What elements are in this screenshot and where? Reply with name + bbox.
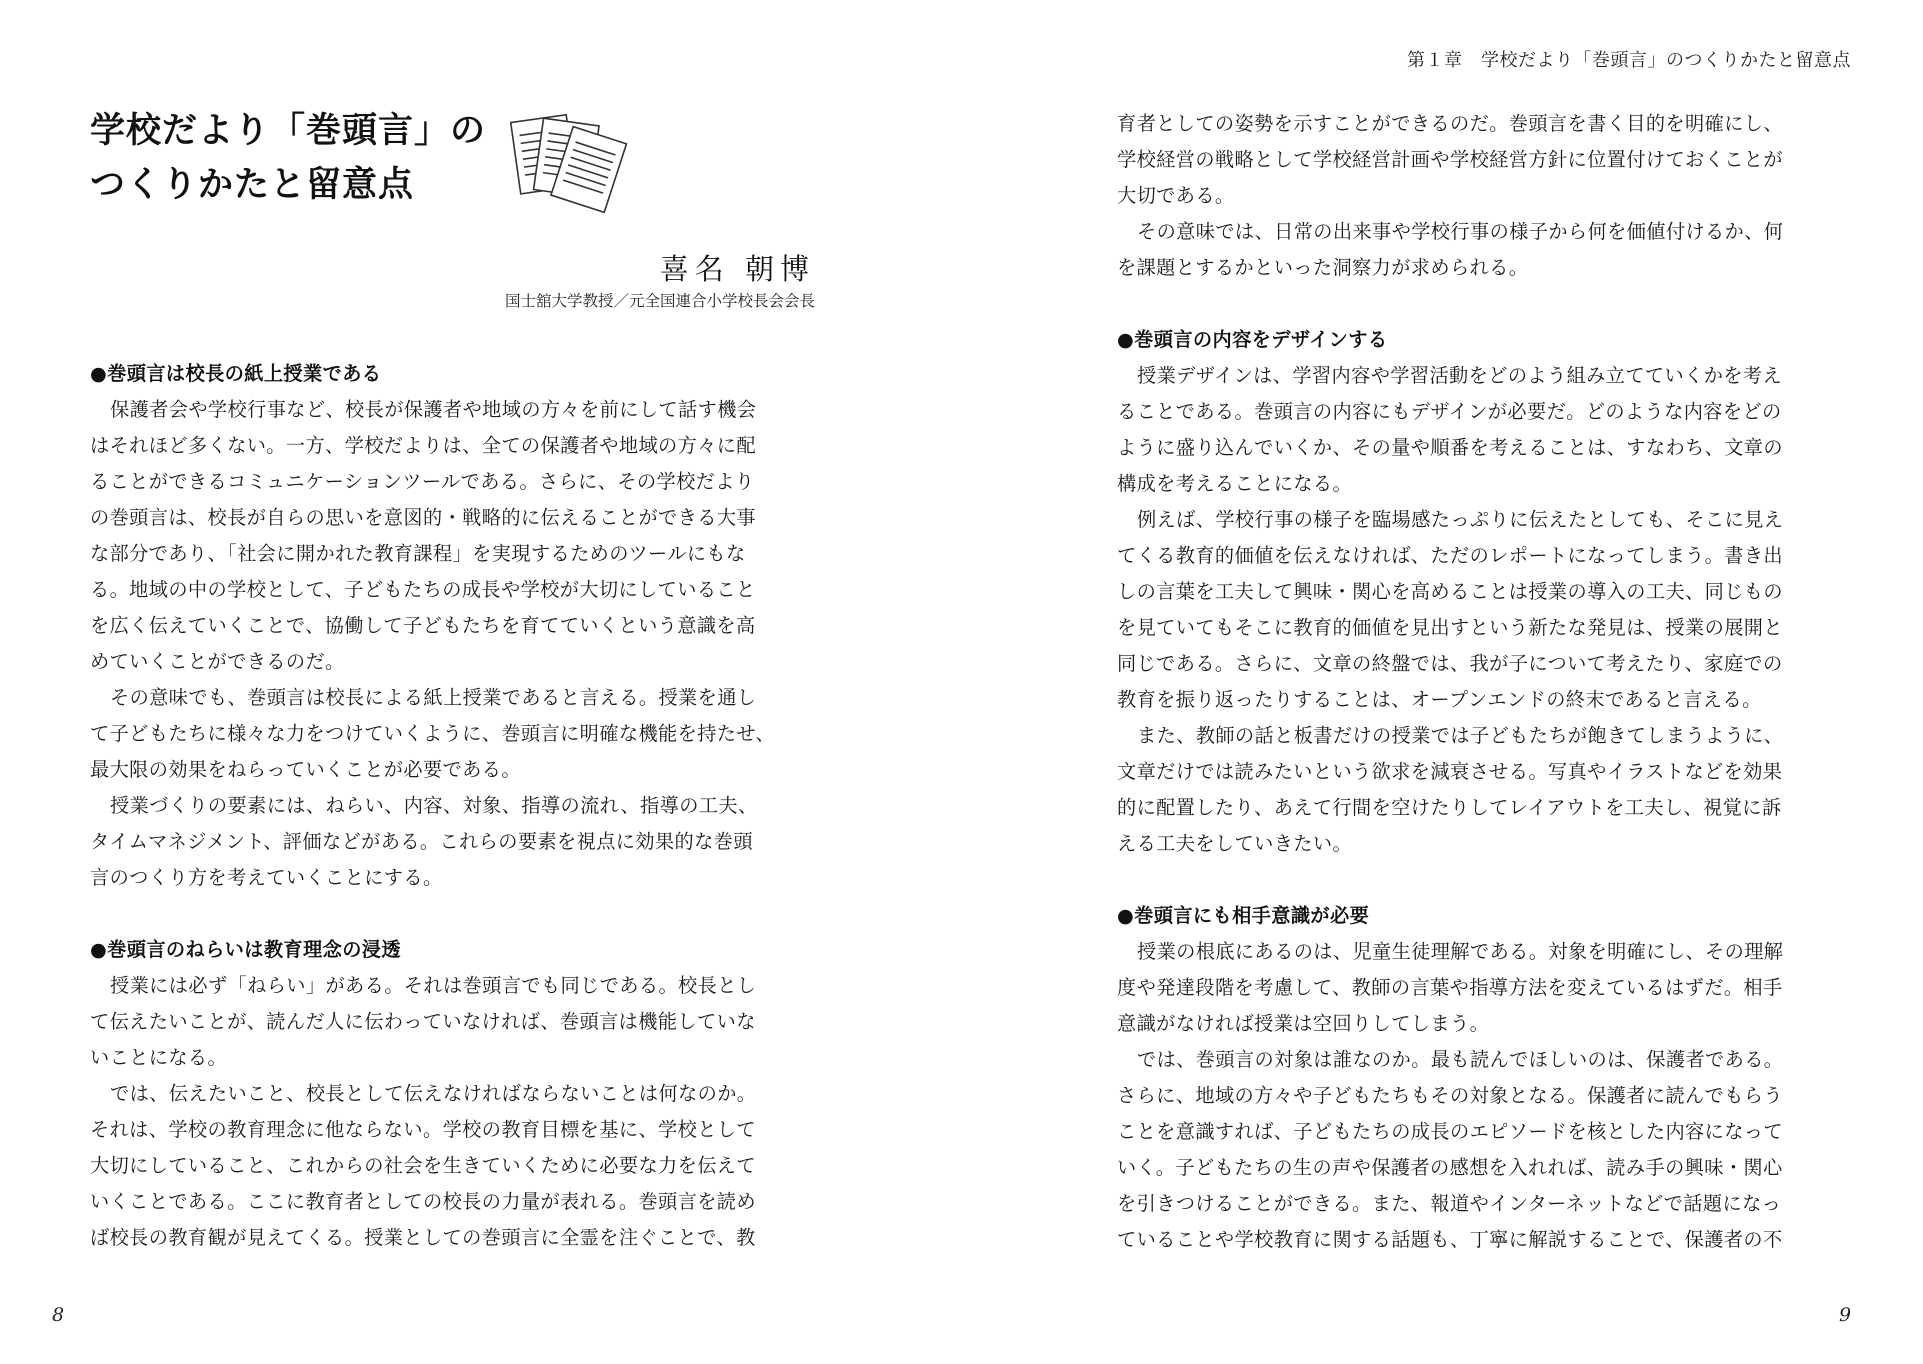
section-gap bbox=[1117, 862, 1812, 898]
text-line: はそれほど多くない。一方、学校だよりは、全ての保護者や地域の方々に配 bbox=[90, 434, 756, 457]
author-name: 喜名 朝博 bbox=[659, 252, 815, 286]
text-line: 言のつくり方を考えていくことにする。 bbox=[90, 866, 443, 889]
text-line: 度や発達段階を考慮して、教師の言葉や指導方法を変えているはずだ。相手 bbox=[1117, 976, 1783, 999]
text-line: て子どもたちに様々な力をつけていくように、巻頭言に明確な機能を持たせ、 bbox=[90, 722, 775, 745]
title-line-2: つくりかたと留意点 bbox=[90, 165, 415, 205]
text-line: 文章だけでは読みたいという欲求を減衰させる。写真やイラストなどを効果 bbox=[1117, 760, 1783, 783]
text-line: て伝えたいことが、読んだ人に伝わっていなければ、巻頭言は機能していな bbox=[90, 1010, 756, 1033]
text-line: てくる教育的価値を伝えなければ、ただのレポートになってしまう。書き出 bbox=[1117, 544, 1783, 567]
text-line: 大切にしていること、これからの社会を生きていくために必要な力を伝えて bbox=[90, 1154, 756, 1177]
text-line: ていることや学校教育に関する話題も、丁寧に解説することで、保護者の不 bbox=[1117, 1228, 1783, 1251]
right-body-text bbox=[1117, 106, 1812, 1294]
text-line: 的に配置したり、あえて行間を空けたりしてレイアウトを工夫し、視覚に訴 bbox=[1117, 796, 1782, 819]
text-line: を見ていてもそこに教育的価値を見出すという新たな発見は、授業の展開と bbox=[1117, 616, 1783, 639]
text-line: では、伝えたいこと、校長として伝えなければならないことは何なのか。 bbox=[110, 1082, 757, 1105]
text-line: ば校長の教育観が見えてくる。授業としての巻頭言に全霊を注ぐことで、教 bbox=[90, 1226, 756, 1249]
text-line: 授業の根底にあるのは、児童生徒理解である。対象を明確にし、その理解 bbox=[1137, 940, 1784, 963]
text-line: しの言葉を工夫して興味・関心を高めることは授業の導入の工夫、同じもの bbox=[1117, 580, 1783, 603]
text-line: それは、学校の教育理念に他ならない。学校の教育目標を基に、学校として bbox=[90, 1118, 756, 1141]
text-line: また、教師の話と板書だけの授業では子どもたちが飽きてしまうように、 bbox=[1137, 724, 1784, 747]
text-line: る。地域の中の学校として、子どもたちの成長や学校が大切にしていること bbox=[90, 578, 756, 601]
right-page bbox=[962, 0, 1923, 1364]
text-line: 意識がなければ授業は空回りしてしまう。 bbox=[1117, 1012, 1490, 1035]
text-line: その意味では、日常の出来事や学校行事の様子から何を価値付けるか、何 bbox=[1137, 220, 1784, 243]
text-line: 授業づくりの要素には、ねらい、内容、対象、指導の流れ、指導の工夫、 bbox=[110, 794, 758, 817]
text-line: な部分であり、「社会に開かれた教育課程」を実現するためのツールにもな bbox=[90, 542, 746, 565]
page-number-right: 9 bbox=[1839, 1304, 1852, 1326]
text-line: いくことである。ここに教育者としての校長の力量が表れる。巻頭言を読め bbox=[90, 1190, 756, 1213]
text-line: ことを意識すれば、子どもたちの成長のエピソードを核とした内容になって bbox=[1117, 1120, 1783, 1143]
text-line: 育者としての姿勢を示すことができるのだ。巻頭言を書く目的を明確にし、 bbox=[1117, 112, 1783, 135]
text-line: 最大限の効果をねらっていくことが必要である。 bbox=[90, 758, 521, 781]
text-line: 大切である。 bbox=[1117, 184, 1235, 207]
text-line: ることである。巻頭言の内容にもデザインが必要だ。どのような内容をどの bbox=[1117, 400, 1782, 423]
section-heading: ●巻頭言は校長の紙上授業である bbox=[90, 362, 382, 385]
title-line-1: 学校だより「巻頭言」の bbox=[90, 111, 487, 151]
text-line: 学校経営の戦略として学校経営計画や学校経営方針に位置付けておくことが bbox=[1117, 148, 1783, 171]
text-line: 構成を考えることになる。 bbox=[1117, 472, 1353, 495]
text-line: 教育を振り返ったりすることは、オープンエンドの終末であると言える。 bbox=[1117, 688, 1762, 711]
text-line: では、巻頭言の対象は誰なのか。最も読んでほしいのは、保護者である。 bbox=[1137, 1048, 1784, 1071]
author-affiliation: 国士舘大学教授／元全国連合小学校長会会長 bbox=[504, 292, 815, 310]
running-header: 第１章 学校だより「巻頭言」のつくりかたと留意点 bbox=[1407, 50, 1851, 71]
text-line: 授業には必ず「ねらい」がある。それは巻頭言でも同じである。校長とし bbox=[110, 974, 757, 997]
chapter-title bbox=[90, 104, 486, 212]
section-heading: ●巻頭言の内容をデザインする bbox=[1117, 328, 1388, 351]
text-line: いく。子どもたちの生の声や保護者の感想を入れれば、読み手の興味・関心 bbox=[1117, 1156, 1783, 1179]
section-gap bbox=[1117, 286, 1812, 322]
text-line: える工夫をしていきたい。 bbox=[1117, 832, 1353, 855]
text-line: ように盛り込んでいくか、その量や順番を考えることは、すなわち、文章の bbox=[1117, 436, 1783, 459]
text-line: 保護者会や学校行事など、校長が保護者や地域の方々を前にして話す機会 bbox=[110, 398, 757, 421]
text-line: 授業デザインは、学習内容や学習活動をどのよう組み立てていくかを考え bbox=[1137, 364, 1783, 387]
section-heading: ●巻頭言にも相手意識が必要 bbox=[1117, 904, 1370, 927]
text-line: を広く伝えていくことで、協働して子どもたちを育てていくという意識を高 bbox=[90, 614, 756, 637]
text-line: 同じである。さらに、文章の終盤では、我が子について考えたり、家庭での bbox=[1117, 652, 1783, 675]
text-line bbox=[1117, 1258, 1812, 1294]
text-line: タイムマネジメント、評価などがある。これらの要素を視点に効果的な巻頭 bbox=[90, 830, 753, 853]
left-body-text bbox=[90, 356, 820, 1256]
text-line: めていくことができるのだ。 bbox=[90, 650, 345, 673]
text-line: 例えば、学校行事の様子を臨場感たっぷりに伝えたとしても、そこに見え bbox=[1137, 508, 1784, 531]
section-gap bbox=[90, 896, 820, 932]
text-line: さらに、地域の方々や子どもたちもその対象となる。保護者に読んでもらう bbox=[1117, 1084, 1783, 1107]
text-line: その意味でも、巻頭言は校長による紙上授業であると言える。授業を通し bbox=[110, 686, 757, 709]
text-line: を課題とするかといった洞察力が求められる。 bbox=[1117, 256, 1529, 279]
text-line: の巻頭言は、校長が自らの思いを意図的・戦略的に伝えることができる大事 bbox=[90, 506, 756, 529]
documents-icon bbox=[508, 110, 628, 218]
page-number-left: 8 bbox=[52, 1304, 65, 1326]
text-line: いことになる。 bbox=[90, 1046, 228, 1069]
section-heading: ●巻頭言のねらいは教育理念の浸透 bbox=[90, 938, 401, 961]
text-line: を引きつけることができる。また、報道やインターネットなどで話題になっ bbox=[1117, 1192, 1782, 1215]
text-line: ることができるコミュニケーションツールである。さらに、その学校だより bbox=[90, 470, 755, 493]
